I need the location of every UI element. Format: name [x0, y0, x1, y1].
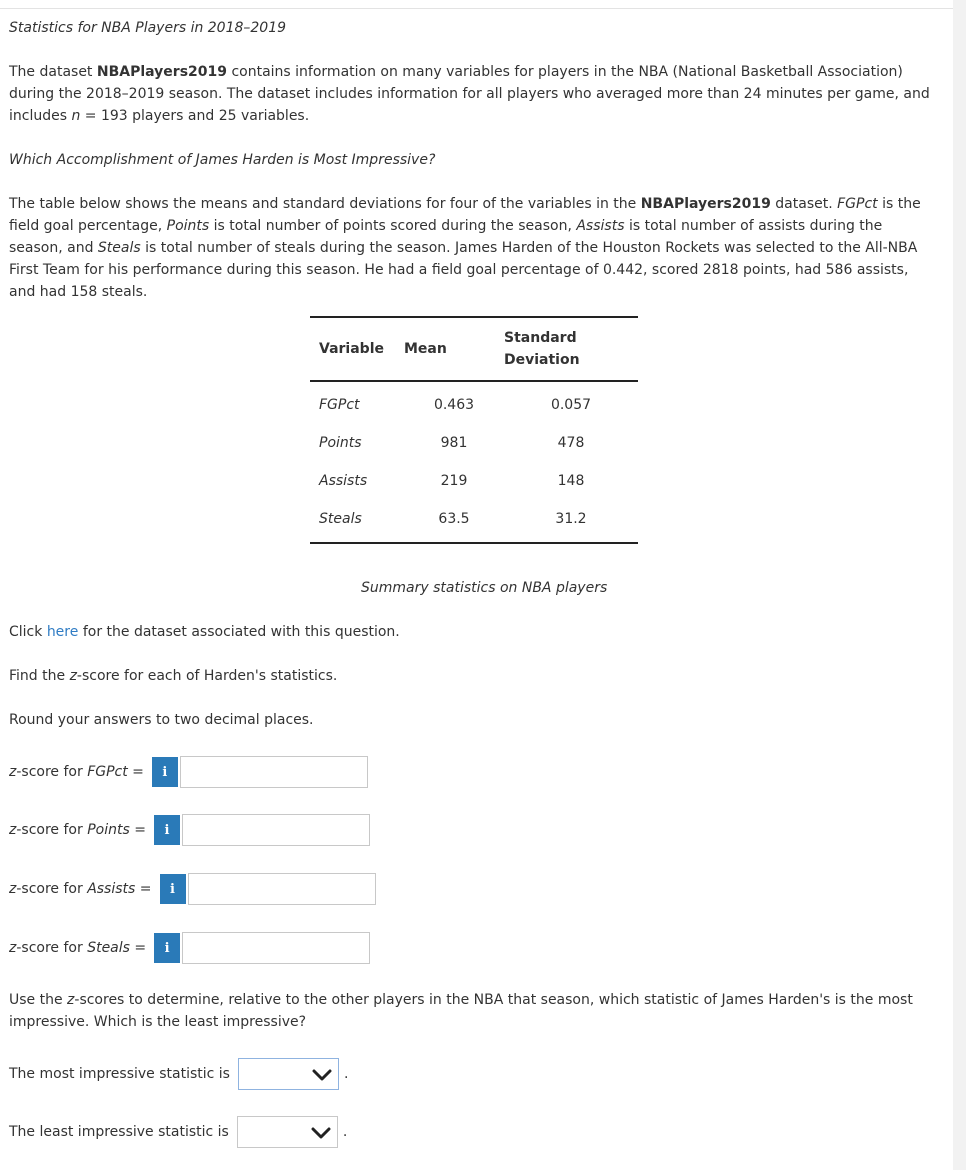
least-impressive-select[interactable]: [237, 1116, 338, 1148]
table-row: FGPct 0.463 0.057: [319, 397, 592, 413]
top-divider: [0, 8, 953, 9]
round-instruction: Round your answers to two decimal places.: [9, 712, 314, 728]
answer-label: z-score for Assists =: [9, 881, 152, 897]
answer-row-fgpct: [9, 756, 368, 788]
answer-row-assists: [9, 873, 376, 905]
most-impressive-select[interactable]: [238, 1058, 339, 1090]
table-header-row: [310, 317, 638, 381]
zscore-steals-input[interactable]: [182, 932, 370, 964]
least-impressive-label: The least impressive statistic is: [9, 1124, 229, 1140]
page-title: Statistics for NBA Players in 2018–2019: [9, 20, 287, 36]
table-caption: Summary statistics on NBA players: [361, 580, 608, 596]
table-row: Steals 63.5 31.2: [310, 500, 638, 543]
most-impressive-row: The most impressive statistic is .: [9, 1058, 348, 1090]
zscore-assists-input[interactable]: [188, 873, 376, 905]
info-icon[interactable]: i: [160, 874, 186, 904]
answer-label: z-score for FGPct =: [9, 764, 144, 780]
answer-label: z-score for Steals =: [9, 940, 147, 956]
section-subtitle: Which Accomplishment of James Harden is Most Impressive?: [9, 152, 436, 168]
chevron-down-icon: [312, 1069, 332, 1081]
header-sd: Standard Deviation: [504, 317, 638, 381]
dataset-link[interactable]: here: [46, 624, 79, 640]
info-icon[interactable]: i: [154, 933, 180, 963]
chevron-down-icon: [311, 1127, 331, 1139]
zscore-fgpct-input[interactable]: [180, 756, 368, 788]
info-icon[interactable]: i: [154, 815, 180, 845]
scrollbar-track[interactable]: [953, 0, 966, 1170]
answer-label: z-score for Points =: [9, 822, 146, 838]
impressive-question: Use the z-scores to determine, relative to the other players in the NBA that season, which statistic of James Harden's is the most impressive. Which is the least impressive?: [9, 992, 913, 1030]
most-impressive-label: The most impressive statistic is: [9, 1066, 230, 1082]
answer-row-points: [9, 814, 370, 846]
dataset-link-line: Click here for the dataset associated with this question.: [9, 624, 400, 640]
zscore-points-input[interactable]: [182, 814, 370, 846]
find-instruction: Find the z-score for each of Harden's statistics.: [9, 668, 338, 684]
answer-row-steals: [9, 932, 370, 964]
least-impressive-row: The least impressive statistic is .: [9, 1116, 347, 1148]
header-mean: Mean: [404, 317, 504, 381]
summary-stats-table: [310, 316, 638, 544]
dataset-name: NBAPlayers2019: [96, 64, 227, 80]
description-paragraph: The table below shows the means and standard deviations for four of the variables in the NBAPlayers2019 dataset. FGPct is the field goal percentage, Points is total number of points scored during the season, Assists is total number of assists during the season, and Steals is total number of steals during the season. James Harden of the Houston Rockets was selected to the All-NBA First Team for his performance during this season. He had a field goal percentage of 0.442, scored 2818 points, had 586 assists, and had 158 steals.: [9, 196, 921, 300]
intro-paragraph: The dataset NBAPlayers2019 contains information on many variables for players in the NBA (National Basketball Association) during the 2018–2019 season. The dataset includes information for all players who averaged more than 24 minutes per game, and includes n = 193 players and 25 variables.: [9, 64, 930, 124]
table-row: Assists 219 148: [319, 473, 585, 489]
table-row: Points 981 478: [319, 435, 585, 451]
info-icon[interactable]: i: [152, 757, 178, 787]
header-variable: Variable: [310, 317, 404, 381]
